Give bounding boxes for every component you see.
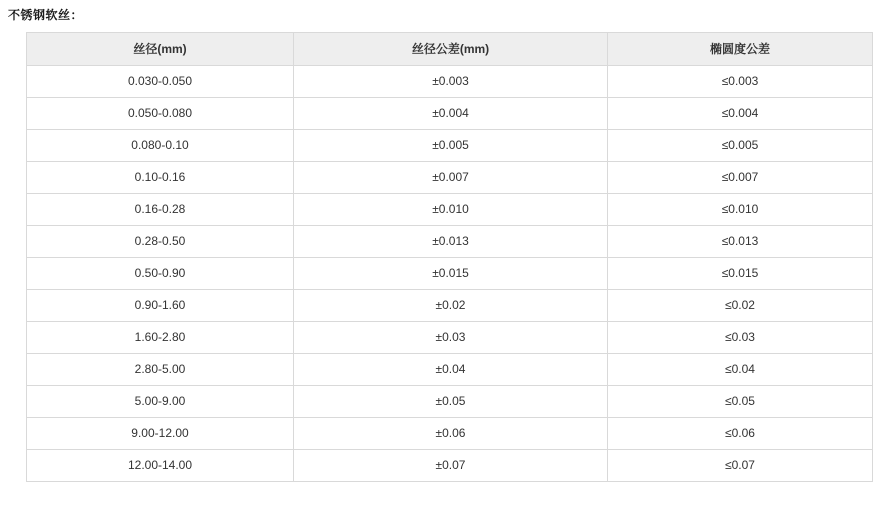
cell-ovality-tolerance: ≤0.06 — [608, 418, 873, 450]
table-row — [27, 450, 873, 482]
cell-wire-diameter: 0.10-0.16 — [27, 162, 294, 194]
cell-wire-diameter: 5.00-9.00 — [27, 386, 294, 418]
table-row — [27, 418, 873, 450]
cell-wire-diameter: 12.00-14.00 — [27, 450, 294, 482]
table-row — [27, 322, 873, 354]
table-row — [27, 98, 873, 130]
table-row — [27, 354, 873, 386]
table-row — [27, 130, 873, 162]
table-body — [27, 66, 873, 482]
page-title: 不锈钢软丝： — [8, 8, 84, 22]
cell-ovality-tolerance: ≤0.007 — [608, 162, 873, 194]
cell-ovality-tolerance: ≤0.015 — [608, 258, 873, 290]
table-row — [27, 226, 873, 258]
cell-diameter-tolerance: ±0.05 — [294, 386, 608, 418]
column-header-diameter-tolerance: 丝径公差(mm) — [294, 33, 608, 66]
cell-diameter-tolerance: ±0.02 — [294, 290, 608, 322]
cell-diameter-tolerance: ±0.03 — [294, 322, 608, 354]
cell-ovality-tolerance: ≤0.013 — [608, 226, 873, 258]
table-container — [26, 32, 872, 482]
cell-ovality-tolerance: ≤0.004 — [608, 98, 873, 130]
cell-wire-diameter: 1.60-2.80 — [27, 322, 294, 354]
cell-wire-diameter: 0.90-1.60 — [27, 290, 294, 322]
cell-diameter-tolerance: ±0.07 — [294, 450, 608, 482]
cell-diameter-tolerance: ±0.005 — [294, 130, 608, 162]
cell-wire-diameter: 9.00-12.00 — [27, 418, 294, 450]
table-row — [27, 258, 873, 290]
cell-ovality-tolerance: ≤0.07 — [608, 450, 873, 482]
table-row — [27, 386, 873, 418]
cell-wire-diameter: 0.50-0.90 — [27, 258, 294, 290]
spec-table — [26, 32, 873, 482]
cell-ovality-tolerance: ≤0.05 — [608, 386, 873, 418]
cell-ovality-tolerance: ≤0.02 — [608, 290, 873, 322]
cell-ovality-tolerance: ≤0.04 — [608, 354, 873, 386]
cell-wire-diameter: 0.030-0.050 — [27, 66, 294, 98]
cell-ovality-tolerance: ≤0.03 — [608, 322, 873, 354]
cell-diameter-tolerance: ±0.06 — [294, 418, 608, 450]
column-header-ovality-tolerance: 椭圆度公差 — [608, 33, 873, 66]
table-row — [27, 162, 873, 194]
cell-diameter-tolerance: ±0.010 — [294, 194, 608, 226]
table-header — [27, 33, 873, 66]
cell-ovality-tolerance: ≤0.005 — [608, 130, 873, 162]
cell-diameter-tolerance: ±0.04 — [294, 354, 608, 386]
table-header-row — [27, 33, 873, 66]
cell-ovality-tolerance: ≤0.003 — [608, 66, 873, 98]
cell-diameter-tolerance: ±0.015 — [294, 258, 608, 290]
table-row — [27, 290, 873, 322]
cell-ovality-tolerance: ≤0.010 — [608, 194, 873, 226]
cell-wire-diameter: 0.050-0.080 — [27, 98, 294, 130]
cell-diameter-tolerance: ±0.003 — [294, 66, 608, 98]
cell-diameter-tolerance: ±0.013 — [294, 226, 608, 258]
cell-diameter-tolerance: ±0.004 — [294, 98, 608, 130]
table-row — [27, 194, 873, 226]
cell-wire-diameter: 0.080-0.10 — [27, 130, 294, 162]
column-header-wire-diameter: 丝径(mm) — [27, 33, 294, 66]
cell-wire-diameter: 0.16-0.28 — [27, 194, 294, 226]
cell-diameter-tolerance: ±0.007 — [294, 162, 608, 194]
cell-wire-diameter: 0.28-0.50 — [27, 226, 294, 258]
cell-wire-diameter: 2.80-5.00 — [27, 354, 294, 386]
table-row — [27, 66, 873, 98]
